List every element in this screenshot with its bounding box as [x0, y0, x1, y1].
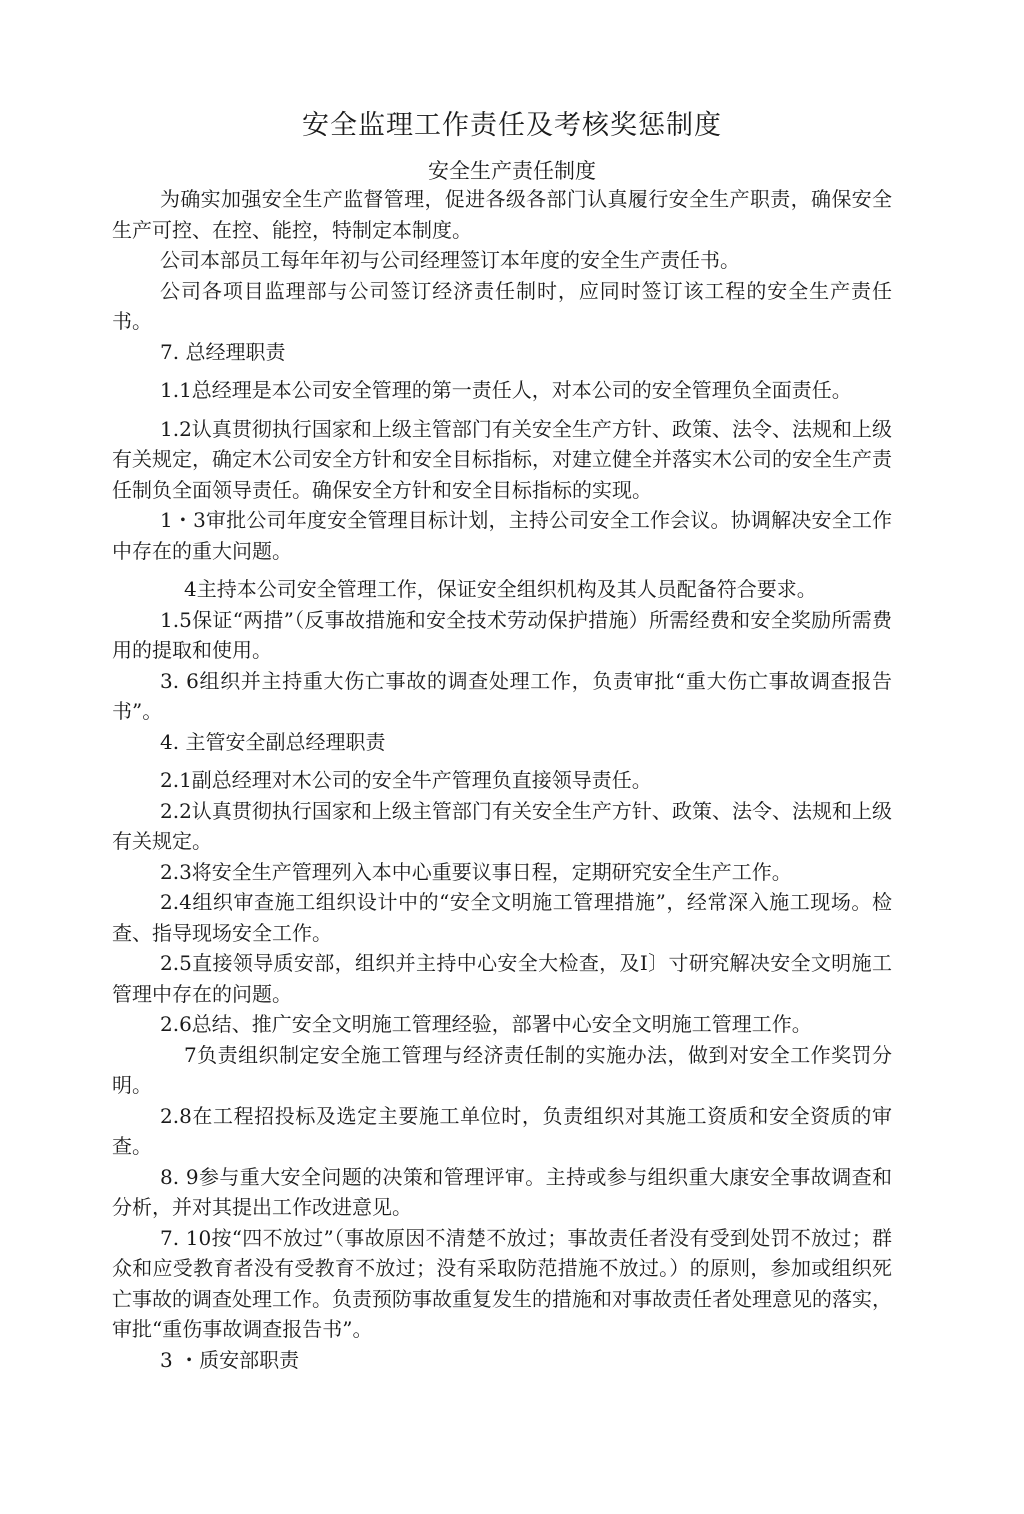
clause-2-6: 2.6总结、推广安全文明施工管理经验，部署中心安全文明施工管理工作。: [160, 1012, 812, 1036]
clause-2-2: 2.2认真贯彻执行国家和上级主管部门有关安全生产方针、政策、法令、法规和上级有关规定。: [112, 798, 892, 853]
paragraph-intro: 为确实加强安全生产监督管理，促进各级各部门认真履行安全生产职责，确保安全生产可控、在控、能控，特制定本制度。: [112, 187, 892, 242]
clause-2-4: 2.4组织审查施工组织设计中的“安全文明施工管理措施”，经常深入施工现场。检查、指导现场安全工作。: [112, 890, 892, 945]
clause-2-3: 2.3将安全生产管理列入本中心重要议事日程，定期研究安全生产工作。: [160, 859, 792, 884]
paragraph-project-agreement: 公司各项目监理部与公司签订经济责任制时，应同时签订该工程的安全生产责任书。: [112, 278, 892, 333]
clause-1-6: 3. 6组织并主持重大伤亡事故的调查处理工作，负责审批“重大伤亡事故调查报告书”。: [112, 668, 892, 723]
section-heading-general-manager: 7. 总经理职责: [160, 339, 286, 364]
clause-1-5: 1.5保证“两措”（反事故措施和安全技术劳动保护措施）所需经费和安全奖励所需费用的提取和使用。: [112, 607, 892, 662]
clause-1-4: 4主持本公司安全管理工作，保证安全组织机构及其人员配备符合要求。: [184, 577, 817, 601]
clause-2-10: 7. 10按“四不放过”（事故原因不清楚不放过；事故责任者没有受到处罚不放过；群众和应受教育者没有受教育不放过；没有采取防范措施不放过。）的原则，参加或组织死亡事故的调查处理工作。负责预防事故重复发生的措施和对事故责任者处理意见的落实，审批“重伤事故调查报告书”。: [112, 1225, 892, 1341]
paragraph-annual-agreement: 公司本部员工每年年初与公司经理签订本年度的安全生产责任书。: [160, 248, 740, 272]
clause-2-9: 8. 9参与重大安全问题的决策和管理评审。主持或参与组织重大康安全事故调查和分析，并对其提出工作改进意见。: [112, 1164, 892, 1219]
section-heading-deputy-manager: 4. 主管安全副总经理职责: [160, 729, 386, 754]
clause-2-5: 2.5直接领导质安部，组织并主持中心安全大检查，及I〕寸研究解决安全文明施工管理中存在的问题。: [112, 951, 892, 1006]
clause-2-7: 7负责组织制定安全施工管理与经济责任制的实施办法，做到对安全工作奖罚分明。: [112, 1042, 892, 1097]
document-subtitle: 安全生产责任制度: [428, 159, 596, 183]
clause-1-2: 1.2认真贯彻执行国家和上级主管部门有关安全生产方针、政策、法令、法规和上级有关规定，确定木公司安全方针和安全目标指标，对建立健全并落实木公司的安全生产责任制负全面领导责任。确保安全方针和安全目标指标的实现。: [112, 416, 892, 502]
document-body: [112, 184, 892, 1375]
clause-2-1: 2.1副总经理对木公司的安全牛产管理负直接领导责任。: [160, 768, 652, 792]
clause-2-8: 2.8在工程招投标及选定主要施工单位时，负责组织对其施工资质和安全资质的审查。: [112, 1103, 892, 1158]
clause-1-3: 1・3审批公司年度安全管理目标计划，主持公司安全工作会议。协调解决安全工作中存在的重大问题。: [112, 508, 892, 563]
clause-1-1: 1.1总经理是本公司安全管理的第一责任人，对本公司的安全管理负全面责任。: [160, 378, 852, 402]
document-title: 安全监理工作责任及考核奖惩制度: [302, 110, 722, 141]
section-heading-quality-safety-dept: 3 ・质安部职责: [160, 1347, 300, 1372]
